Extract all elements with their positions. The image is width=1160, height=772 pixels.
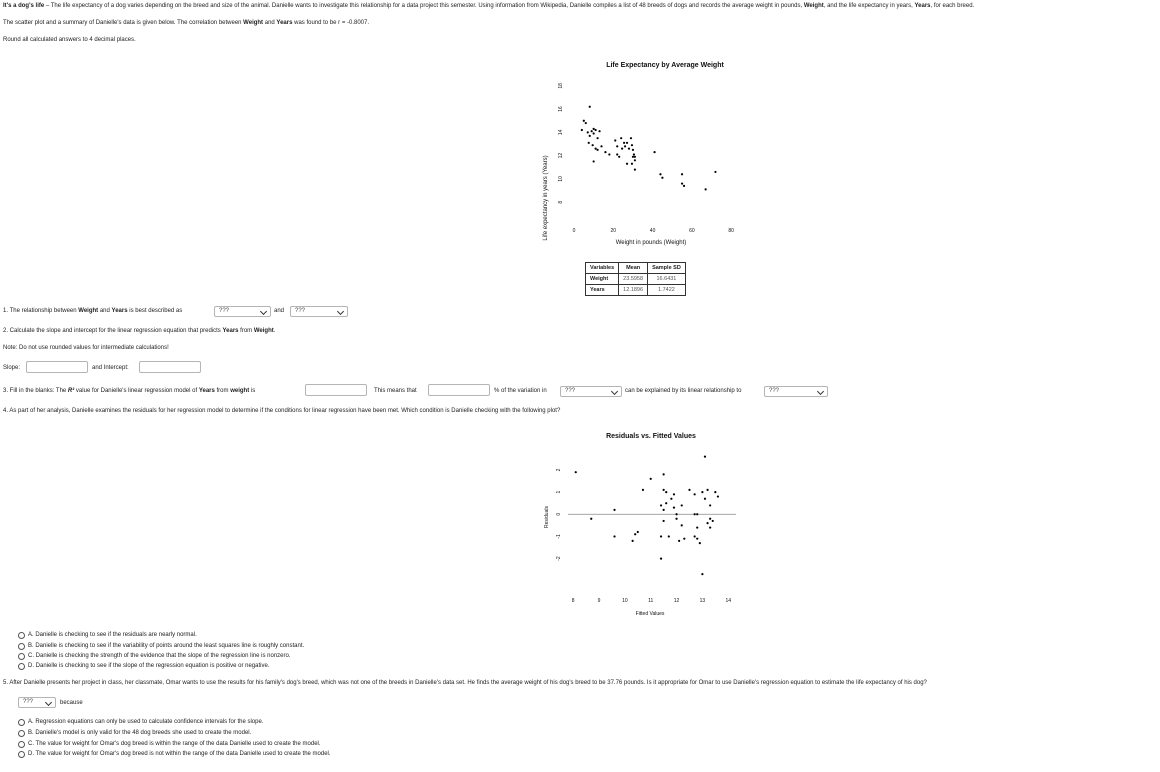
q5-option-a[interactable]: A. Regression equations can only be used to calculate confidence intervals for the slope. xyxy=(18,718,263,726)
y-tick-label: 14 xyxy=(558,129,564,136)
data-point xyxy=(616,145,618,147)
chevron-down-icon xyxy=(611,388,618,395)
residual-point xyxy=(709,504,711,506)
percent-input[interactable] xyxy=(428,384,490,396)
chart1-ylabel: Life expectancy in years (Years) xyxy=(543,155,549,241)
q5-text: 5. After Danielle presents her project in class, her classmate, Omar wants to use the results for his family's dog's breed, which was not one of the breeds in Danielle's data set. He finds the average weight of his dog's breed to be 37.76 pounds. Is it appropriate for Omar to use Danielle's regression equation to estimate the life expectancy of his dog? xyxy=(3,680,927,686)
residual-point xyxy=(663,489,665,491)
residual-point xyxy=(670,498,672,500)
residual-point xyxy=(704,456,706,458)
data-point xyxy=(608,153,610,155)
x-tick-label: 12 xyxy=(673,598,680,604)
data-point xyxy=(630,137,632,139)
residual-point xyxy=(665,502,667,504)
y-tick-label: 16 xyxy=(558,106,564,112)
data-point xyxy=(585,122,587,124)
data-point xyxy=(581,129,583,131)
residual-point xyxy=(706,489,708,491)
residual-point xyxy=(675,518,677,520)
residuals-chart xyxy=(538,428,740,622)
q5-option-d[interactable]: D. The value for weight for Omar's dog breed is not within the range of the data Danielle used to create the model. xyxy=(18,750,331,758)
residual-point xyxy=(694,513,696,515)
q4-option-b[interactable]: B. Danielle is checking to see if the variability of points around the least squares line is roughly constant. xyxy=(18,642,304,650)
table-header-variables: Variables xyxy=(586,263,619,274)
data-point xyxy=(595,129,597,131)
data-point xyxy=(598,130,600,132)
residual-point xyxy=(704,498,706,500)
data-point xyxy=(621,148,623,150)
residual-point xyxy=(665,491,667,493)
data-point xyxy=(588,142,590,144)
q3-means-label: This means that xyxy=(374,388,417,394)
residual-point xyxy=(642,489,644,491)
table-header-mean: Mean xyxy=(619,263,648,274)
q4-option-a[interactable]: A. Danielle is checking to see if the residuals are nearly normal. xyxy=(18,631,197,639)
q5-because-label: because xyxy=(60,700,83,706)
data-point xyxy=(683,185,685,187)
summary-stats-table xyxy=(585,262,686,296)
residual-point xyxy=(668,535,670,537)
data-point xyxy=(714,171,716,173)
residual-point xyxy=(706,522,708,524)
data-point xyxy=(653,151,655,153)
chart2-title: Residuals vs. Fitted Values xyxy=(606,433,696,440)
radio-button[interactable] xyxy=(18,741,25,748)
residual-point xyxy=(709,518,711,520)
table-cell-sd: 16.6431 xyxy=(648,274,686,285)
residual-point xyxy=(660,504,662,506)
data-point xyxy=(589,106,591,108)
x-tick-label: 80 xyxy=(728,228,734,234)
problem-title: It's a dog's life xyxy=(3,3,45,9)
q5-option-c[interactable]: C. The value for weight for Omar's dog breed is within the range of the data Danielle used to create the model. xyxy=(18,740,321,748)
y-tick-label: 12 xyxy=(558,152,564,159)
table-cell-variable: Years xyxy=(586,285,619,296)
data-point xyxy=(593,132,595,134)
x-tick-label: 0 xyxy=(572,228,576,234)
radio-button[interactable] xyxy=(18,719,25,726)
residual-point xyxy=(696,538,698,540)
data-point xyxy=(634,169,636,171)
data-point xyxy=(681,182,683,184)
intercept-label: and Intercept: xyxy=(92,365,129,371)
data-point xyxy=(589,135,591,137)
q1-select-1[interactable]: ??? xyxy=(214,306,271,317)
slope-label: Slope: xyxy=(3,365,21,371)
residual-point xyxy=(709,526,711,528)
residual-point xyxy=(696,513,698,515)
r-squared-input[interactable] xyxy=(305,384,367,396)
data-point xyxy=(626,142,628,144)
x-tick-label: 11 xyxy=(648,598,654,604)
q5-select[interactable]: ??? xyxy=(18,697,56,708)
residual-point xyxy=(696,526,698,528)
data-point xyxy=(600,145,602,147)
data-point xyxy=(596,149,598,151)
data-point xyxy=(616,153,618,155)
intro-correlation: The scatter plot and a summary of Danielle's data is given below. The correlation between Weight and Years was found to be r = -0.8007. xyxy=(3,20,370,26)
q2-note: Note: Do not use rounded values for intermediate calculations! xyxy=(3,345,169,351)
data-point xyxy=(595,148,597,150)
data-point xyxy=(632,149,634,151)
data-point xyxy=(587,131,589,133)
y-tick-label: 1 xyxy=(556,490,562,494)
residual-point xyxy=(678,540,680,542)
radio-button[interactable] xyxy=(18,663,25,670)
q5-option-b[interactable]: B. Danielle's model is only valid for the 48 dog breeds she used to create the model. xyxy=(18,729,251,737)
table-cell-mean: 12.1896 xyxy=(619,285,648,296)
chart2-ylabel: Residuals xyxy=(544,506,550,528)
scatter-chart xyxy=(536,58,746,250)
q3-select-1[interactable]: ??? xyxy=(560,386,622,397)
residual-point xyxy=(694,535,696,537)
chevron-down-icon xyxy=(45,699,52,706)
q3-text: 3. Fill in the blanks: The R² value for Danielle's linear regression model of Years from weight is xyxy=(3,388,256,394)
residual-point xyxy=(681,524,683,526)
residual-point xyxy=(575,471,577,473)
q1-and-label: and xyxy=(274,308,285,314)
residual-point xyxy=(663,473,665,475)
data-point xyxy=(633,153,635,155)
data-point xyxy=(659,173,661,175)
radio-button[interactable] xyxy=(18,730,25,737)
q3-select-2[interactable]: ??? xyxy=(764,386,828,397)
q4-option-c[interactable]: C. Danielle is checking the strength of the evidence that the slope of the regression line is nonzero. xyxy=(18,652,291,660)
radio-button[interactable] xyxy=(18,751,25,758)
table-cell-variable: Weight xyxy=(586,274,619,285)
data-point xyxy=(634,159,636,161)
q4-text: 4. As part of her analysis, Danielle examines the residuals for her regression model to determine if the conditions for linear regression have been met. Which condition is Danielle checking with the following plot? xyxy=(3,408,561,414)
data-point xyxy=(591,130,593,132)
chart2-xlabel: Fitted Values xyxy=(635,611,665,617)
data-point xyxy=(583,120,585,122)
data-point xyxy=(661,177,663,179)
residual-point xyxy=(701,573,703,575)
table-cell-sd: 1.7422 xyxy=(648,285,686,296)
data-point xyxy=(634,156,636,158)
data-point xyxy=(705,188,707,190)
data-point xyxy=(614,139,616,141)
residual-point xyxy=(660,558,662,560)
residual-point xyxy=(688,489,690,491)
residual-point xyxy=(613,535,615,537)
y-tick-label: 0 xyxy=(556,512,562,516)
y-tick-label: 18 xyxy=(558,83,564,89)
data-point xyxy=(631,163,633,165)
q2-text: 2. Calculate the slope and intercept for the linear regression equation that predicts Years from Weight. xyxy=(3,328,276,334)
x-tick-label: 10 xyxy=(622,598,628,604)
data-point xyxy=(626,163,628,165)
chart1-title: Life Expectancy by Average Weight xyxy=(606,62,724,69)
residual-point xyxy=(694,493,696,495)
x-tick-label: 40 xyxy=(649,228,656,234)
radio-button[interactable] xyxy=(18,632,25,639)
residual-point xyxy=(683,538,685,540)
data-point xyxy=(618,156,620,158)
data-point xyxy=(632,156,634,158)
chart1-xlabel: Weight in pounds (Weight) xyxy=(615,240,687,246)
q1-text: 1. The relationship between Weight and Years is best described as xyxy=(3,308,183,314)
x-tick-label: 9 xyxy=(597,598,601,604)
residual-point xyxy=(701,491,703,493)
table-row xyxy=(586,285,686,296)
data-point xyxy=(620,137,622,139)
x-tick-label: 60 xyxy=(689,228,695,234)
intro-paragraph: It's a dog's life – The life expectancy of a dog varies depending on the breed and size of the animal. Danielle wants to investigate this relationship for a data project this semester. Using information from Wikipedia, Danielle compiles a list of 48 breeds of dogs and records the average weight in pounds, Weight, and the life expectancy in years, Years, for each breed. xyxy=(3,3,975,9)
data-point xyxy=(593,160,595,162)
data-point xyxy=(592,144,594,146)
chevron-down-icon xyxy=(817,388,824,395)
radio-button[interactable] xyxy=(18,653,25,660)
residual-point xyxy=(673,507,675,509)
table-row xyxy=(586,274,686,285)
residual-point xyxy=(673,493,675,495)
q3-pct-label: % of the variation in xyxy=(494,388,547,394)
table-cell-mean: 23.5958 xyxy=(619,274,648,285)
residual-point xyxy=(590,518,592,520)
slope-input[interactable] xyxy=(26,361,88,373)
y-tick-label: 10 xyxy=(558,176,564,182)
y-tick-label: 2 xyxy=(556,468,562,472)
intercept-input[interactable] xyxy=(139,361,201,373)
data-point xyxy=(623,142,625,144)
y-tick-label: -1 xyxy=(556,534,562,539)
data-point xyxy=(628,148,630,150)
residual-point xyxy=(660,535,662,537)
data-point xyxy=(624,145,626,147)
residual-point xyxy=(699,542,701,544)
data-point xyxy=(681,173,683,175)
q1-select-2[interactable]: ??? xyxy=(290,306,348,317)
data-point xyxy=(631,144,633,146)
q3-explained-label: can be explained by its linear relationship to xyxy=(625,388,742,394)
residual-point xyxy=(632,540,634,542)
x-tick-label: 14 xyxy=(725,598,732,604)
data-point xyxy=(593,128,595,130)
chevron-down-icon xyxy=(337,308,344,315)
residual-point xyxy=(712,520,714,522)
x-tick-label: 13 xyxy=(699,598,706,604)
residual-point xyxy=(637,531,639,533)
data-point xyxy=(596,137,598,139)
x-tick-label: 8 xyxy=(571,598,575,604)
rounding-note: Round all calculated answers to 4 decimal places. xyxy=(3,37,136,43)
radio-button[interactable] xyxy=(18,643,25,650)
y-tick-label: 8 xyxy=(558,200,564,204)
data-point xyxy=(604,151,606,153)
residual-point xyxy=(663,509,665,511)
residual-point xyxy=(714,491,716,493)
y-tick-label: -2 xyxy=(556,556,562,561)
residual-point xyxy=(681,504,683,506)
table-header-sd: Sample SD xyxy=(648,263,686,274)
residual-point xyxy=(717,495,719,497)
residual-point xyxy=(613,509,615,511)
q4-option-d[interactable]: D. Danielle is checking to see if the slope of the regression equation is positive or negative. xyxy=(18,662,269,670)
x-tick-label: 20 xyxy=(610,228,617,234)
residual-point xyxy=(650,478,652,480)
residual-point xyxy=(634,533,636,535)
residual-point xyxy=(663,520,665,522)
residual-point xyxy=(675,513,677,515)
chevron-down-icon xyxy=(260,308,267,315)
